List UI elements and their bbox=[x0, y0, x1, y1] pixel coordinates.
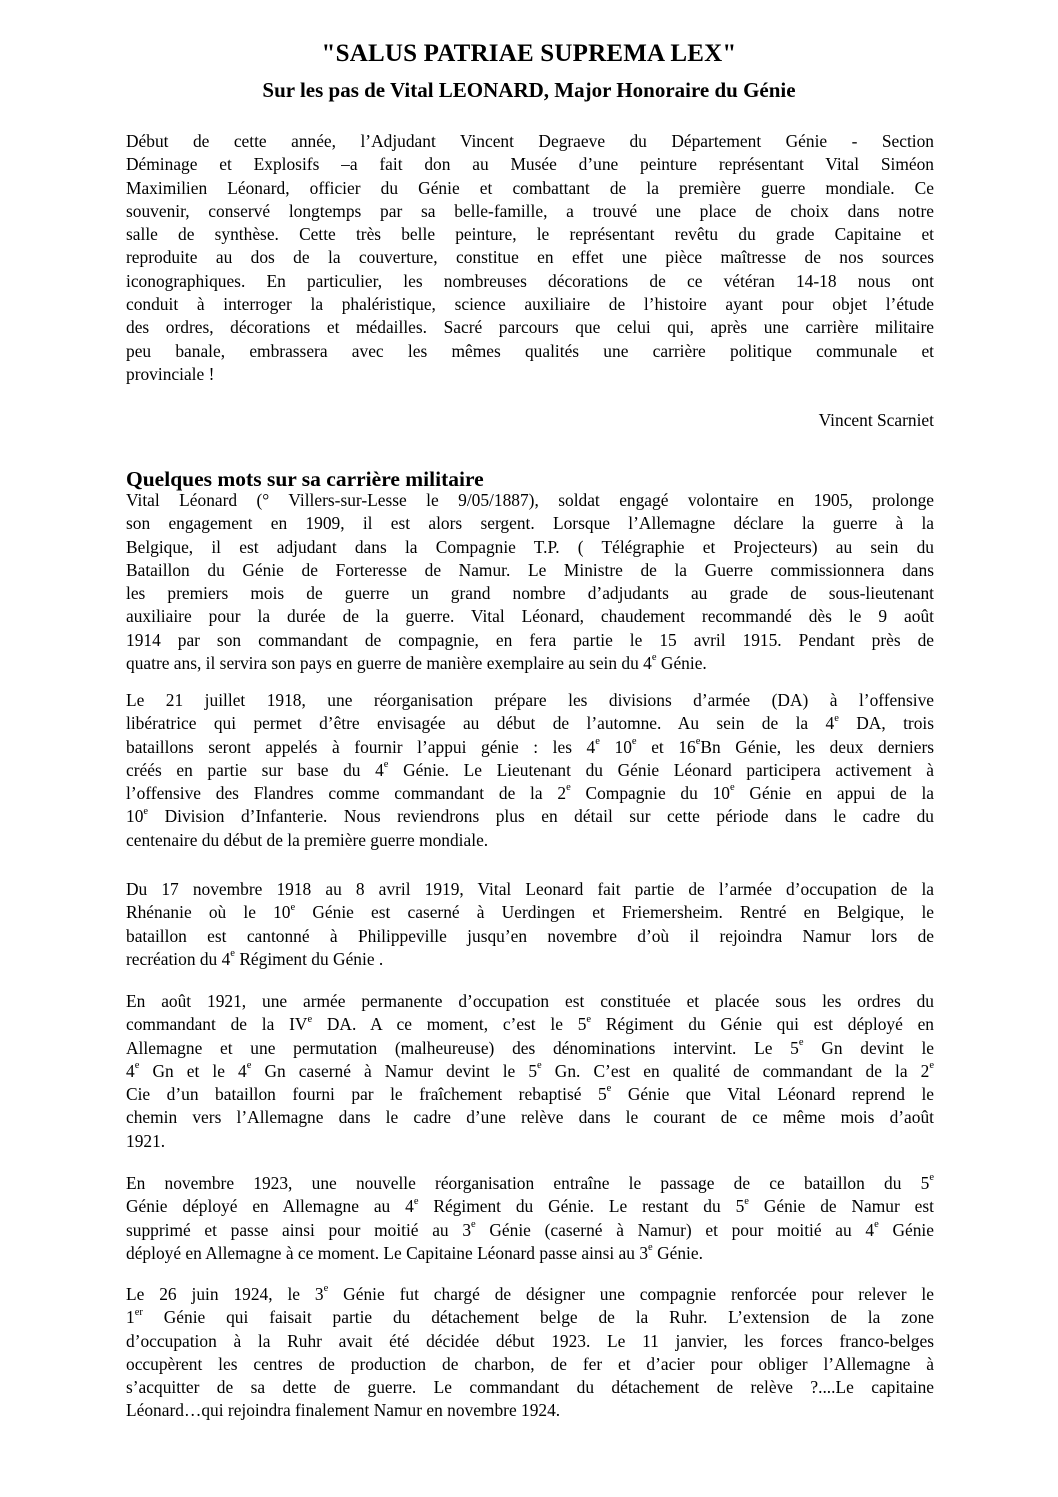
text-line: bataillon est cantonné à Philippeville jusqu’en novembre d’où il rejoindra Namur lors de bbox=[126, 925, 934, 946]
paragraph-2 bbox=[126, 689, 934, 852]
ordinal-sup: e bbox=[929, 1172, 934, 1184]
text-run: 10 bbox=[126, 806, 144, 827]
text-line: chemin vers l’Allemagne dans le cadre d’une relève dans le courant de ce même mois d’août bbox=[126, 1107, 934, 1128]
text-run: Compagnie du 10 bbox=[585, 783, 730, 804]
text-run: Génie que Vital Léonard reprend le bbox=[627, 1084, 934, 1105]
text-line: provinciale ! bbox=[126, 363, 215, 384]
text-line: salle de synthèse. Cette très belle peinture, le représentant revêtu du grade Capitaine et bbox=[126, 224, 934, 245]
text-run: Génie fut chargé de désigner une compagnie renforcée pour relever le bbox=[343, 1284, 934, 1304]
text-run: Gn devint le bbox=[821, 1037, 935, 1058]
text-line: 1914 par son commandant de compagnie, en fera partie le 15 avril 1915. Pendant près de bbox=[126, 629, 934, 650]
paragraph-3 bbox=[126, 878, 934, 971]
text-run: Division d’Infanterie. Nous reviendrons plus en détail sur cette période dans le cadre du bbox=[164, 806, 934, 827]
ordinal-sup: e bbox=[798, 1036, 804, 1048]
text-line bbox=[126, 1283, 934, 1306]
text-line: son engagement en 1909, il est alors sergent. Lorsque l’Allemagne déclare la guerre à la bbox=[126, 513, 934, 534]
text-line bbox=[126, 1083, 934, 1106]
text-run: Régiment du Génie. Le restant du 5 bbox=[433, 1196, 745, 1217]
text-run: déployé en Allemagne à ce moment. Le Capitaine Léonard passe ainsi au 3 bbox=[126, 1242, 649, 1263]
text-line bbox=[126, 1013, 934, 1036]
text-line: Le 21 juillet 1918, une réorganisation prépare les divisions d’armée (DA) à l’offensive bbox=[126, 690, 934, 710]
ordinal-sup: e bbox=[834, 712, 839, 724]
ordinal-sup: e bbox=[134, 1060, 140, 1072]
text-line bbox=[126, 712, 934, 735]
text-line: En août 1921, une armée permanente d’occupation est constituée et placée sous les ordres du bbox=[126, 991, 934, 1011]
text-line: occupèrent les centres de production de charbon, de fer et d’acier pour obliger l’Allemagne à bbox=[126, 1353, 934, 1374]
section-heading: Quelques mots sur sa carrière militaire bbox=[126, 466, 484, 491]
text-run: et 16 bbox=[651, 736, 696, 757]
text-line: iconographiques. En particulier, les nombreuses décorations de ce vétéran 14-18 nous ont bbox=[126, 270, 934, 291]
text-run: Gn et le 4 bbox=[152, 1060, 247, 1081]
ordinal-sup: e bbox=[290, 901, 296, 913]
text-line: conduit à interroger la phaléristique, science auxiliaire de l’histoire ayant pour objet l’étude bbox=[126, 294, 934, 315]
text-run: recréation du 4 bbox=[126, 948, 231, 969]
text-line: centenaire du début de la première guerre mondiale. bbox=[126, 829, 489, 850]
text-run: bataillons seront appelés à fournir l’appui génie : les 4 bbox=[126, 736, 596, 757]
text-run: supprimé et passe ainsi pour moitié au 3 bbox=[126, 1219, 472, 1240]
text-line: d’occupation à la Ruhr avait été décidée début 1923. Le 11 janvier, les forces franco-belges bbox=[126, 1330, 934, 1351]
text-line: souvenir, conservé longtemps par sa belle-famille, a trouvé une place de choix dans notre bbox=[126, 200, 934, 221]
page-title: "SALUS PATRIAE SUPREMA LEX" bbox=[321, 40, 737, 67]
text-line bbox=[126, 652, 934, 675]
ordinal-sup: e bbox=[606, 1083, 612, 1095]
text-line bbox=[126, 759, 934, 782]
ordinal-sup: e bbox=[566, 782, 571, 794]
text-run: Génie en appui de la bbox=[749, 783, 934, 804]
text-line bbox=[126, 1219, 934, 1242]
text-run: DA, trois bbox=[856, 713, 934, 734]
text-run: Génie bbox=[892, 1219, 934, 1240]
ordinal-sup: e bbox=[143, 805, 149, 817]
text-run: Génie qui faisait partie du détachement belge de la Ruhr. L’extension de la zone bbox=[163, 1307, 934, 1328]
ordinal-sup: e bbox=[323, 1283, 329, 1295]
text-run: Génie (caserné à Namur) et pour moitié au 4 bbox=[489, 1219, 875, 1240]
text-line bbox=[126, 901, 934, 924]
intro-paragraph bbox=[126, 130, 934, 386]
text-run: Génie est caserné à Uerdingen et Friemersheim. Rentré en Belgique, le bbox=[312, 902, 934, 923]
text-run: En novembre 1923, une nouvelle réorganisation entraîne le passage de ce bataillon du 5 bbox=[126, 1173, 930, 1193]
text-line bbox=[126, 1242, 934, 1265]
text-line bbox=[126, 1195, 934, 1218]
paragraph-5 bbox=[126, 1172, 934, 1265]
ordinal-sup: e bbox=[246, 1060, 252, 1072]
text-line: reproduite au dos de la couverture, constitue en effet une pièce maîtresse de nos sources bbox=[126, 247, 934, 268]
ordinal-sup: e bbox=[651, 652, 657, 664]
ordinal-sup: e bbox=[471, 1218, 476, 1230]
text-run: Régiment du Génie qui est déployé en bbox=[605, 1014, 934, 1035]
text-run: Génie déployé en Allemagne au 4 bbox=[126, 1196, 414, 1217]
ordinal-sup: e bbox=[230, 948, 235, 960]
text-run: Génie de Namur est bbox=[763, 1196, 934, 1217]
text-run: libératrice qui permet d’être envisagée au début de l’automne. Au sein de la 4 bbox=[126, 713, 835, 734]
text-line: des ordres, décorations et médailles. Sacré parcours que celui qui, après une carrière militaire bbox=[126, 317, 934, 338]
text-line: Début de cette année, l’Adjudant Vincent Degraeve du Département Génie - Section bbox=[126, 131, 934, 151]
text-run: commandant de la IV bbox=[126, 1014, 308, 1035]
text-run: DA. A ce moment, c’est le 5 bbox=[326, 1014, 587, 1035]
ordinal-sup: e bbox=[648, 1242, 653, 1254]
text-run: l’offensive des Flandres comme commandant de la 2 bbox=[126, 783, 567, 804]
text-line bbox=[126, 1172, 934, 1195]
paragraph-4 bbox=[126, 990, 934, 1153]
text-line bbox=[126, 805, 934, 828]
text-line: 1921. bbox=[126, 1130, 166, 1151]
ordinal-sup: e bbox=[729, 782, 735, 794]
ordinal-sup: e bbox=[595, 735, 600, 747]
text-run: Génie. Le Lieutenant du Génie Léonard participera activement à bbox=[403, 759, 934, 780]
page-subtitle: Sur les pas de Vital LEONARD, Major Honoraire du Génie bbox=[262, 78, 796, 102]
ordinal-sup: e bbox=[413, 1195, 419, 1207]
ordinal-sup: e bbox=[744, 1195, 749, 1207]
ordinal-sup: e bbox=[383, 759, 389, 771]
ordinal-sup: e bbox=[929, 1060, 934, 1072]
text-run: Gn caserné à Namur devint le 5 bbox=[264, 1060, 538, 1081]
text-run: Bn Génie, les deux derniers bbox=[700, 736, 935, 757]
text-line bbox=[126, 1060, 934, 1083]
text-line: s’acquitter de sa dette de guerre. Le commandant du détachement de relève ?....Le capitaine bbox=[126, 1377, 934, 1398]
text-run: Cie d’un bataillon fourni par le fraîchement rebaptisé 5 bbox=[126, 1084, 607, 1105]
ordinal-sup: e bbox=[537, 1060, 542, 1072]
text-run: 1 bbox=[126, 1307, 135, 1328]
text-line: Vital Léonard (° Villers-sur-Lesse le 9/05/1887), soldat engagé volontaire en 1905, prolonge bbox=[126, 490, 934, 510]
text-run: Allemagne et une permutation (malheureuse) des dénominations intervint. Le 5 bbox=[126, 1037, 799, 1058]
text-line: Belgique, il est adjudant dans la Compagnie T.P. ( Télégraphie et Projecteurs) au sein du bbox=[126, 536, 934, 557]
text-run: 4 bbox=[126, 1060, 135, 1081]
text-line bbox=[126, 948, 934, 971]
paragraph-1 bbox=[126, 489, 934, 675]
text-run: quatre ans, il servira son pays en guerre de manière exemplaire au sein du 4 bbox=[126, 653, 652, 674]
paragraph-6 bbox=[126, 1283, 934, 1423]
text-line bbox=[126, 1306, 934, 1329]
author-signature: Vincent Scarniet bbox=[818, 410, 934, 430]
text-line: Maximilien Léonard, officier du Génie et combattant de la première guerre mondiale. Ce bbox=[126, 177, 934, 198]
text-line: auxiliaire pour la durée de la guerre. Vital Léonard, chaudement recommandé dès le 9 août bbox=[126, 606, 934, 627]
text-line: Déminage et Explosifs –a fait don au Musée d’une peinture représentant Vital Siméon bbox=[126, 154, 934, 175]
text-line: Du 17 novembre 1918 au 8 avril 1919, Vital Leonard fait partie de l’armée d’occupation de la bbox=[126, 879, 934, 899]
text-line bbox=[126, 1037, 934, 1060]
ordinal-sup: e bbox=[307, 1013, 313, 1025]
text-run: Génie. bbox=[660, 653, 707, 674]
text-line: les premiers mois de guerre un grand nombre d’adjudants au grade de sous-lieutenant bbox=[126, 583, 934, 604]
ordinal-sup: er bbox=[134, 1306, 143, 1318]
text-run: Régiment du Génie . bbox=[239, 948, 384, 969]
text-run: Génie. bbox=[657, 1242, 703, 1263]
text-line bbox=[126, 736, 934, 759]
text-run: créés en partie sur base du 4 bbox=[126, 759, 384, 780]
ordinal-sup: e bbox=[631, 735, 637, 747]
text-line bbox=[126, 782, 934, 805]
ordinal-sup: e bbox=[695, 735, 701, 747]
text-run: 10 bbox=[614, 736, 632, 757]
text-line: peu banale, embrassera avec les mêmes qualités une carrière politique communale et bbox=[126, 340, 934, 361]
text-line: Léonard…qui rejoindra finalement Namur en novembre 1924. bbox=[126, 1400, 561, 1421]
ordinal-sup: e bbox=[874, 1218, 879, 1230]
text-run: Le 26 juin 1924, le 3 bbox=[126, 1284, 324, 1304]
ordinal-sup: e bbox=[586, 1013, 592, 1025]
text-line: Bataillon du Génie de Forteresse de Namur. Le Ministre de la Guerre commissionnera dans bbox=[126, 559, 934, 580]
text-run: Rhénanie où le 10 bbox=[126, 902, 291, 923]
text-run: Gn. C’est en qualité de commandant de la 2 bbox=[554, 1060, 930, 1081]
